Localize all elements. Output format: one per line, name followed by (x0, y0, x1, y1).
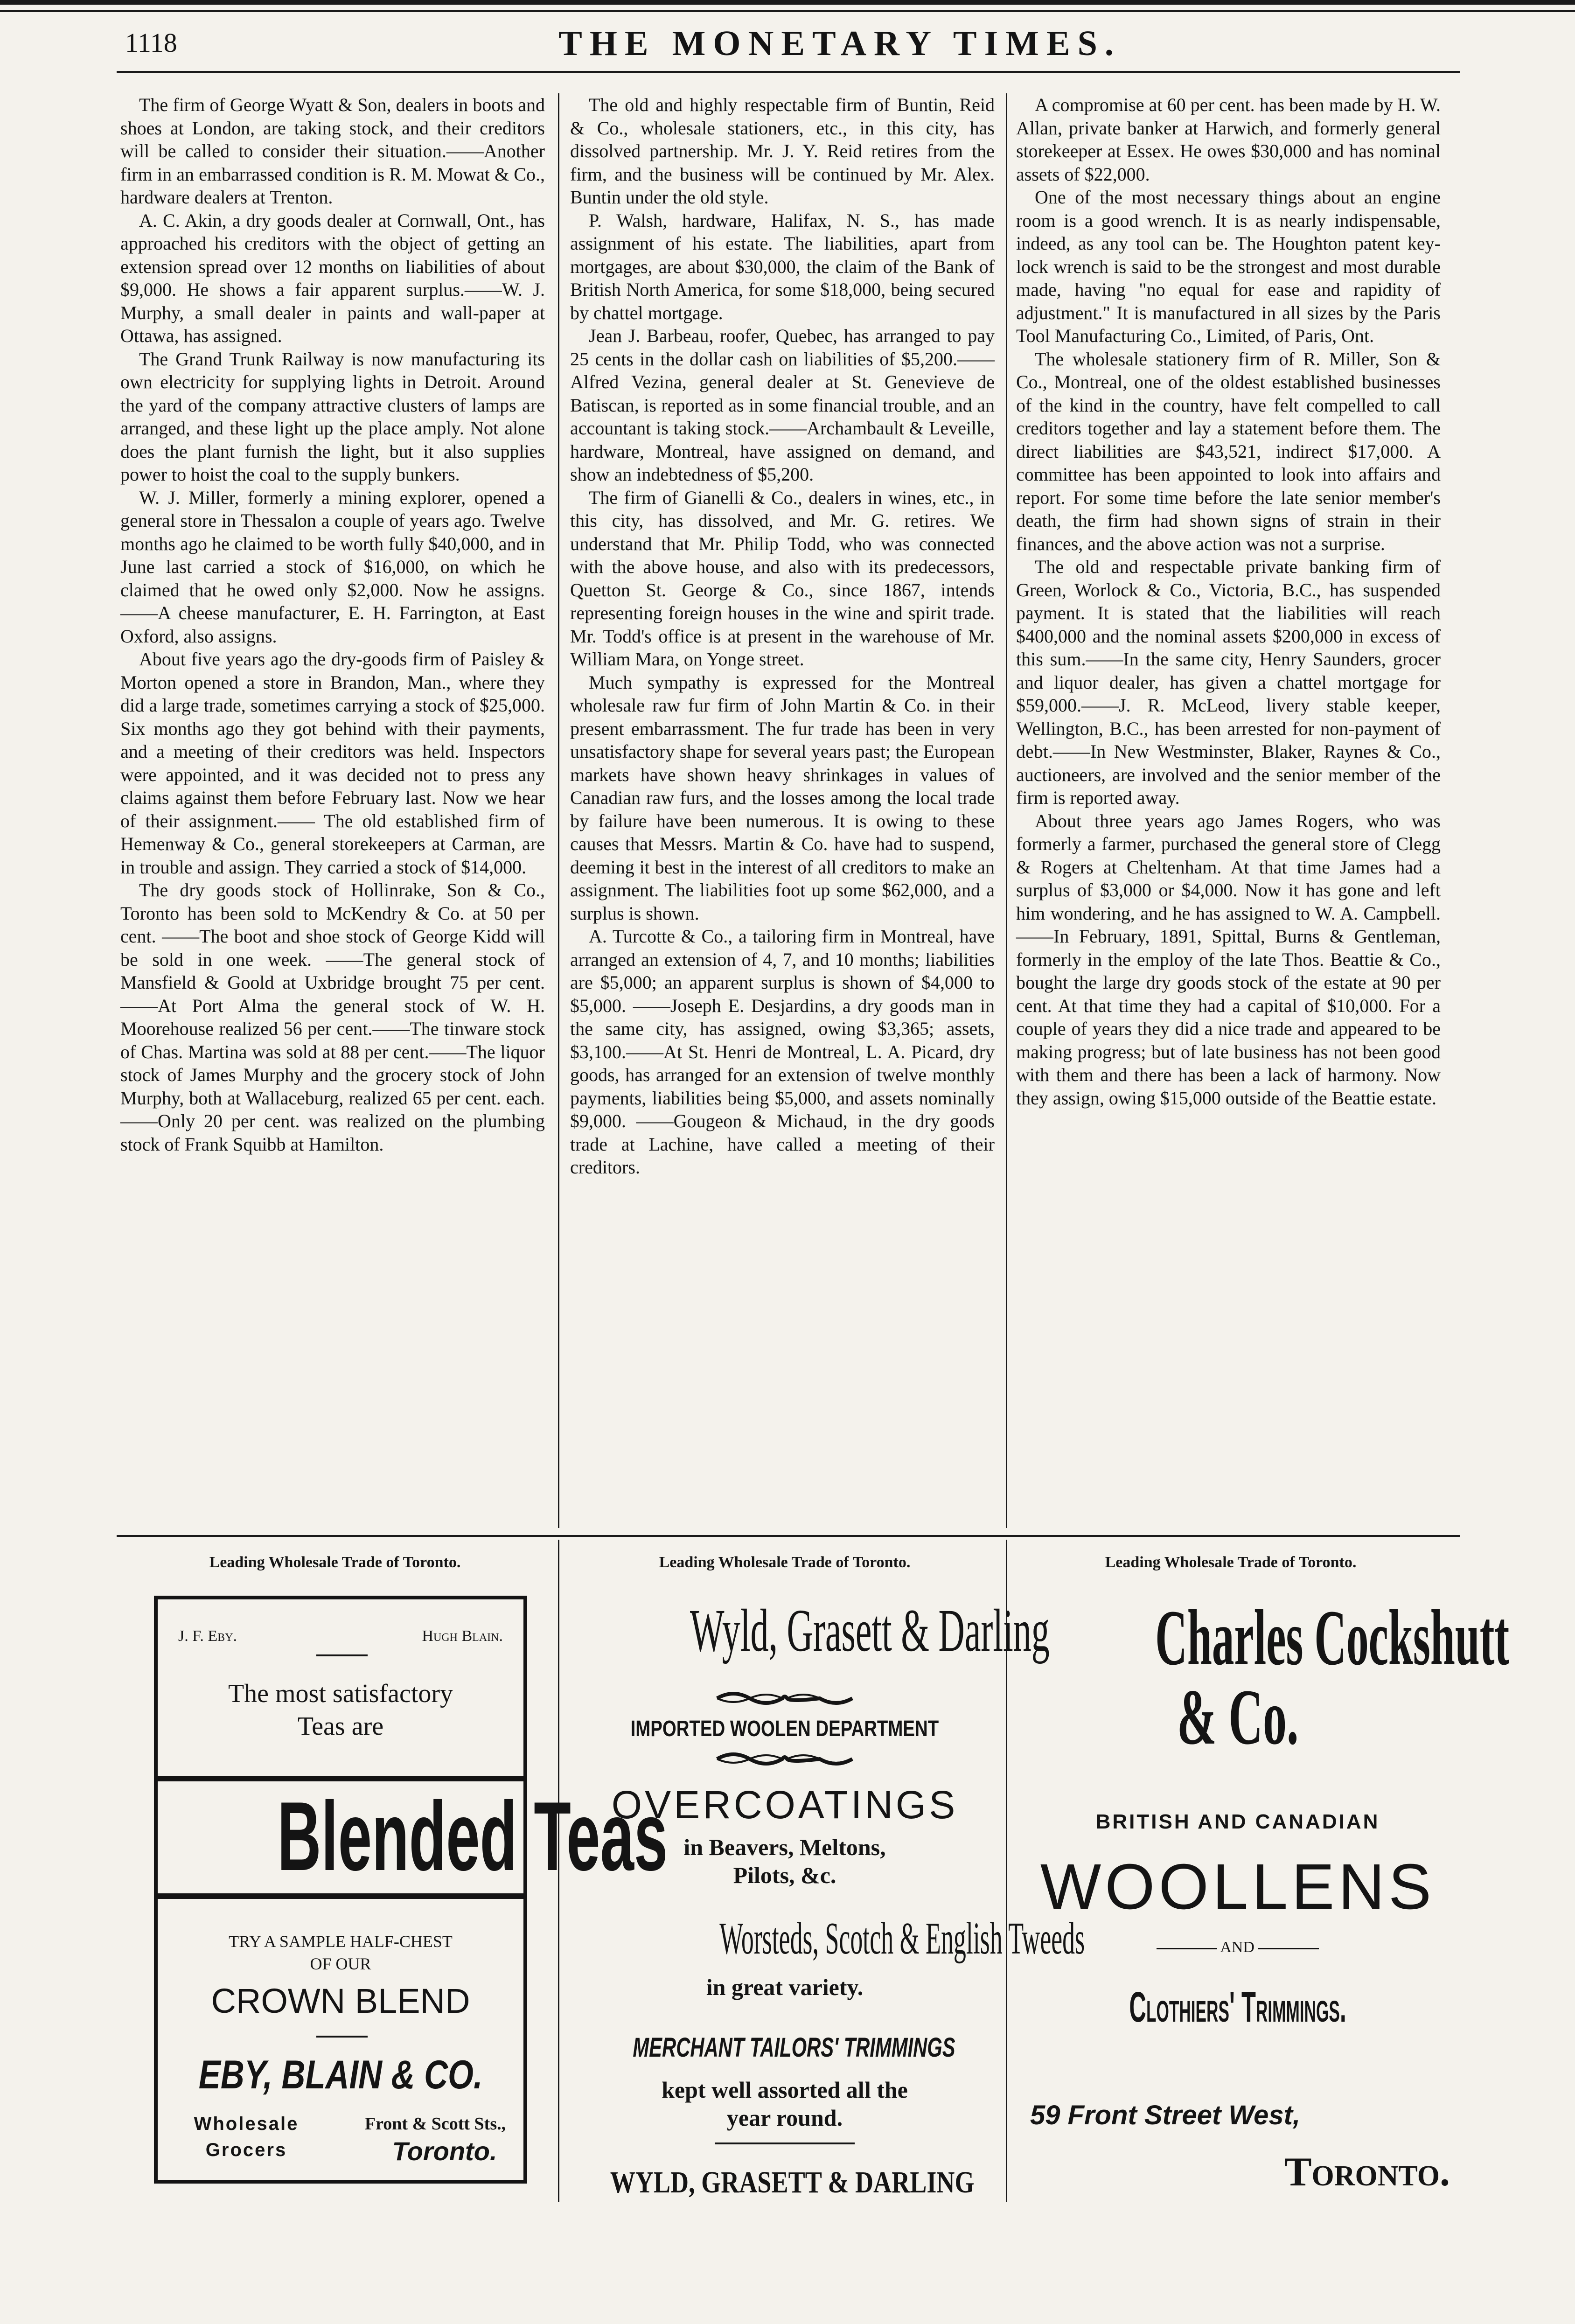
ad-woollens: WOOLLENS (1040, 1851, 1436, 1923)
ad-caption: Leading Wholesale Trade of Toronto. (659, 1554, 911, 1571)
ad-line: TRY A SAMPLE HALF-CHEST (229, 1932, 453, 1951)
ad-line: in Beavers, Meltons, (683, 1834, 886, 1860)
ad-line: BRITISH AND CANADIAN (1095, 1810, 1380, 1833)
ad-caption: Leading Wholesale Trade of Toronto. (1105, 1554, 1357, 1571)
ad-worsteds (570, 1913, 1085, 1964)
paragraph: A compromise at 60 per cent. has been made by H. W. Allan, private banker at Harwich, and formerly general storekeeper at Essex. He owes $30,000 and has nominal assets of $22,000. (1016, 94, 1441, 185)
and-text: AND (1220, 1939, 1254, 1956)
ad-name (1016, 1675, 1459, 1759)
dept-text: IMPORTED WOOLEN DEPARTMENT (630, 1717, 939, 1741)
paragraph: About three years ago James Rogers, who was formerly a farmer, purchased the general store of Clegg & Rogers at Cheltenham. At that time James had a surplus of $3,000 or $4,000. Now it has gone and left him wondering, and he has assigned to W. A. Campbell. ——In February, 1891, Spittal, Burns & Gentleman, formerly in the employ of the late Thos. Beattie & Co., bought the large dry goods stock of the estate at 90 per cent. At that time they had a capital of $10,000. For a couple of years they did a nice trade and appeared to be making progress; but of late business has not been good with them and there has been a lack of harmony. Now they assign, owing $15,000 outside of the Beattie estate. (1016, 810, 1441, 1109)
ad-trimmings (1016, 1983, 1459, 2032)
paragraph: About five years ago the dry-goods firm of Paisley & Morton opened a store in Brandon, Man., where they did a large trade, sometimes carrying a stock of $25,000. Six months ago they got behind with their payments, and a meeting of their creditors was held. Inspectors were appointed, and it was decided not to press any claims against them before February last. Now we hear of their assignment.—— The old established firm of Hemenway & Co., general storekeepers at Carman, are in trouble and assign. They carried a stock of $14,000. (120, 649, 545, 878)
paragraph: The wholesale stationery firm of R. Miller, Son & Co., Montreal, one of the oldest established businesses of the kind in the country, have felt compelled to call creditors together and lay a statement before them. The direct liabilities are $43,521, indirect $17,000. A committee has been appointed to look into affairs and report. For some time before the late senior member's death, the firm had shown signs of strain in their finances, and the above action was not a surprise. (1016, 348, 1441, 554)
name-text: Charles Cockshutt (1155, 1594, 1510, 1682)
merchant-text: MERCHANT TAILORS' TRIMMINGS (633, 2032, 955, 2063)
thick-rule (158, 1893, 523, 1899)
paragraph: Much sympathy is expressed for the Montreal wholesale raw fur firm of John Martin & Co. in their present embarrassment. The fur trade has been in very unsatisfactory shape for several years past; the European markets have shown heavy shrinkages in values of Canadian raw furs, and the losses among the local trade by failure have been numerous. It is owing to these causes that Messrs. Martin & Co. have had to suspend, deeming it best in the interest of all creditors to make an assignment. The liabilities foot up some $62,000, and a surplus is shown. (570, 671, 995, 924)
eby-blain-ad (154, 1596, 668, 2184)
ad-name (1016, 1594, 1510, 1682)
cockshutt-ad (1016, 1594, 1510, 2212)
ad-title (570, 1596, 1050, 1666)
paragraph: The dry goods stock of Hollinrake, Son & Co., Toronto has been sold to McKendry & Co. at 50 per cent. ——The boot and shoe stock of George Kidd will be sold in one week. ——The general stock of Mansfield & Goold at Uxbridge brought 75 per cent.——At Port Alma the general stock of W. H. Moorehouse realized 56 per cent.——The tinware stock of Chas. Martina was sold at 88 per cent.——The liquor stock of James Murphy and the grocery stock of John Murphy, both at Wallaceburg, realized 65 per cent. each.——Only 20 per cent. was realized on the plumbing stock of Frank Squibb at Hamilton. (120, 879, 545, 1155)
paragraph: The old and respectable private banking firm of Green, Worlock & Co., Victoria, B.C., has suspended payment. It is stated that the liabilities will reach $400,000 and the nominal assets $200,000 in excess of this sum.——In the same city, Henry Saunders, grocer and liquor dealer, has given a chattel mortgage for $59,000.——J. R. McLeod, livery stable keeper, Wellington, B.C., has been arrested for non-payment of debt.——In New Westminster, Blaker, Raynes & Co., auctioneers, are involved and the senior member of the firm is reported away. (1016, 556, 1441, 808)
ad-overcoatings: OVERCOATINGS (611, 1783, 958, 1827)
divider (715, 2143, 855, 2144)
column-1 (120, 93, 545, 1156)
divider (316, 2036, 368, 2038)
divider (316, 1654, 368, 1656)
section-rule (117, 1535, 1460, 1537)
ad-blend: CROWN BLEND (211, 1982, 470, 2020)
wyld-grasett-ad (570, 1596, 1085, 2212)
ad-caption: Leading Wholesale Trade of Toronto. (209, 1554, 461, 1571)
paragraph: The firm of Gianelli & Co., dealers in wines, etc., in this city, has dissolved, and Mr. G. retires. We understand that Mr. Philip Todd, who was connected with the above house, and also with its predecessors, Quetton St. George & Co., since 1867, intends representing foreign houses in the wine and spirit trade. Mr. Todd's office is at present in the warehouse of Mr. William Mara, on Yonge street. (570, 487, 995, 670)
paragraph: One of the most necessary things about an engine room is a good wrench. It is as nearly indispensable, indeed, as any tool can be. The Houghton patent key-lock wrench is said to be the strongest and most durable made, having "no equal for ease and rapidity of adjustment." It is manufactured in all sizes by the Paris Tool Manufacturing Co., Limited, of Paris, Ont. (1016, 187, 1441, 346)
flourish-ornament (715, 1689, 855, 1708)
name-text: & Co. (1177, 1673, 1299, 1761)
page-number: 1118 (125, 28, 177, 58)
ad-firm (158, 2052, 523, 2098)
top-rule (0, 0, 1575, 5)
ad-dept (570, 1716, 999, 1742)
paragraph: Jean J. Barbeau, roofer, Quebec, has arranged to pay 25 cents in the dollar cash on liabilities of $5,200.——Alfred Vezina, general dealer at St. Genevieve de Batiscan, is reported as in some financial trouble, and an accountant is taking stock.——Archambault & Leveille, hardware, Montreal, have assigned on demand, and show an indebtedness of $5,200. (570, 325, 995, 485)
ad-line: Pilots, &c. (733, 1862, 836, 1888)
ad-partner-right: Hugh Blain. (422, 1627, 503, 1645)
paragraph: The old and highly respectable firm of Buntin, Reid & Co., wholesale stationers, etc., in this city, has dissolved partnership. Mr. J. Y. Reid retires from the firm, and the business will be continued by Mr. Alex. Buntin under the old style. (570, 94, 995, 208)
paragraph: P. Walsh, hardware, Halifax, N. S., has made assignment of his estate. The liabilities, apart from mortgages, are about $30,000, the claim of the Bank of British North America, for some $18,000, being secured by chattel mortgage. (570, 209, 995, 323)
ad-merchant (570, 2032, 999, 2063)
paragraph: A. C. Akin, a dry goods dealer at Cornwall, Ont., has approached his creditors with the object of getting an extension spread over 12 months on liabilities of about $9,000. He shows a fair apparent surplus.——W. J. Murphy, a small dealer in paints and wall-paper at Ottawa, has assigned. (120, 209, 545, 346)
ad-line: Teas are (297, 1712, 384, 1741)
thick-rule (158, 1776, 523, 1781)
header-rule (117, 71, 1460, 73)
ad-line: OF OUR (310, 1954, 371, 1973)
ad-and (1016, 1939, 1459, 1956)
ad-partner-left: J. F. Eby. (178, 1627, 237, 1645)
ad-headline (158, 1781, 668, 1891)
ad-line: Grocers (205, 2140, 287, 2160)
column-2 (570, 93, 995, 1179)
ad-footer (570, 2165, 999, 2200)
column-divider (558, 93, 559, 1528)
ad-line: The most satisfactory (228, 1679, 453, 1708)
ad-address: Front & Scott Sts., (364, 2114, 506, 2134)
flourish-ornament (715, 1750, 855, 1768)
masthead: THE MONETARY TIMES. (558, 24, 1121, 63)
column-3 (1016, 93, 1441, 1110)
divider (1157, 1948, 1217, 1949)
trimmings-text: Clothiers' Trimmings. (1129, 1983, 1346, 2031)
title-text: Wyld, Grasett & Darling (690, 1597, 1050, 1664)
ad-street: 59 Front Street West, (1030, 2100, 1301, 2130)
column-divider (1006, 93, 1007, 1528)
paragraph: W. J. Miller, formerly a mining explorer, opened a general store in Thessalon a couple of years ago. Twelve months ago he claimed to be worth fully $40,000, and in June last carried a stock of $16,000, on which he claimed that he owed only $2,000. Now he assigns. ——A cheese manufacturer, E. H. Farrington, at East Oxford, also assigns. (120, 487, 545, 647)
paragraph: The firm of George Wyatt & Son, dealers in boots and shoes at London, are taking stock, and their creditors will be called to consider their situation.——Another firm in an embarrassed condition is R. M. Mowat & Co., hardware dealers at Trenton. (120, 94, 545, 208)
paragraph: A. Turcotte & Co., a tailoring firm in Montreal, have arranged an extension of 4, 7, and 10 months; liabilities are $5,000; an apparent surplus is shown of $4,000 to $5,000. ——Joseph E. Desjardins, a dry goods man in the same city, has assigned, owing $3,365; assets, $3,100.——At St. Henri de Montreal, L. A. Picard, dry goods, has arranged for an extension of twelve monthly payments, liabilities being $5,000, and assets nominally $9,000. ——Gougeon & Michaud, in the dry goods trade at Lachine, have called a meeting of their creditors. (570, 926, 995, 1178)
paragraph: The Grand Trunk Railway is now manufacturing its own electricity for supplying lights in Detroit. Around the yard of the company attractive clusters of lamps are arranged, and these light up the place amply. Not alone does the plant furnish the light, but it also supplies power to hoist the coal to the supply bunkers. (120, 348, 545, 485)
ad-line: Wholesale (194, 2114, 299, 2134)
headline-text: Blended Teas (277, 1781, 668, 1891)
ad-line: in great variety. (706, 1974, 864, 2000)
ad-city: Toronto. (392, 2136, 497, 2166)
footer-text: WYLD, GRASETT & DARLING (610, 2165, 975, 2199)
ad-city: Toronto. (1284, 2150, 1450, 2195)
ad-line: year round. (726, 2105, 843, 2131)
firm-text: EBY, BLAIN & CO. (198, 2052, 483, 2097)
worsteds-text: Worsteds, Scotch & English Tweeds (719, 1913, 1085, 1964)
divider (1258, 1948, 1319, 1949)
ad-line: kept well assorted all the (662, 2077, 908, 2103)
top-rule-thin (0, 10, 1575, 12)
